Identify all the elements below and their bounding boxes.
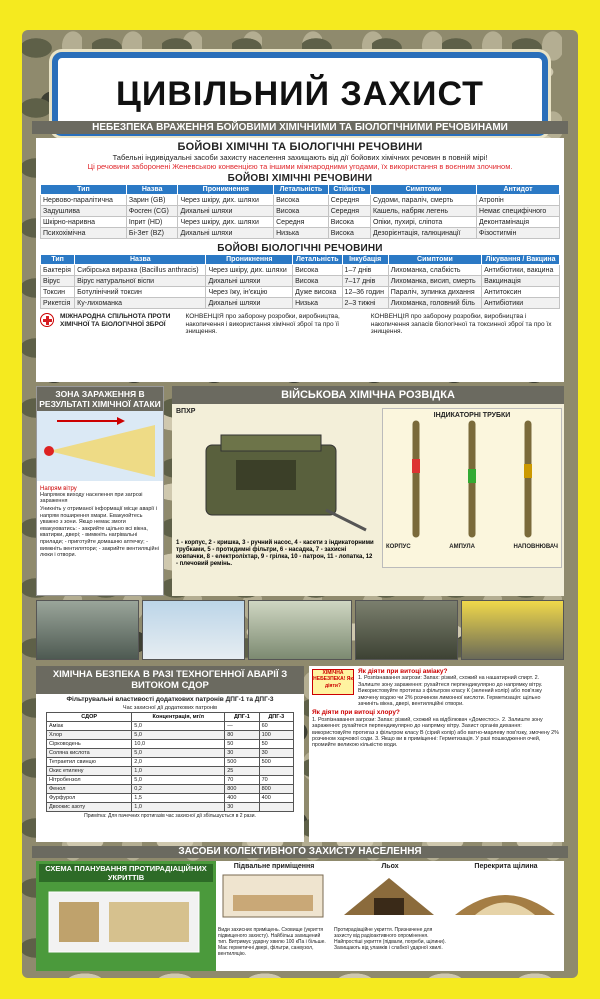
cartridge-cell: 60 <box>259 722 293 731</box>
tube-label: КОРПУС <box>386 544 411 550</box>
bio-cell: Сибірська виразка (Bacillus anthracis) <box>75 265 206 276</box>
basement-illustration <box>218 870 328 922</box>
chem-cell: Дихальні шляхи <box>178 206 274 217</box>
photo-lab <box>248 600 351 660</box>
safety-subtitle: Фільтрувальні властивості додаткових патронів ДПГ-1 та ДПГ-3 <box>66 696 274 703</box>
cartridge-cell: 1,0 <box>132 803 225 812</box>
zone-title: ЗОНА ЗАРАЖЕННЯ В РЕЗУЛЬТАТІ ХІМІЧНОЇ АТАКИ <box>37 387 163 411</box>
chem-cell: Судоми, параліч, смерть <box>370 195 476 206</box>
warning-line: Ці речовини заборонені Женевською конвенцією та іншими міжнародними угодами, їх використання в воєнним злочином. <box>87 162 513 171</box>
table-row <box>47 794 294 803</box>
bio-cell: Бактерія <box>41 265 75 276</box>
cartridge-cell: Фурфурол <box>47 794 132 803</box>
table-row <box>47 758 294 767</box>
cartridge-cell: Аміак <box>47 722 132 731</box>
bio-cell: Висока <box>293 276 342 287</box>
bio-cell: Через їжу, ін'єкцію <box>206 287 293 298</box>
chem-bio-heading: БОЙОВІ ХІМІЧНІ ТА БІОЛОГІЧНІ РЕЧОВИНИ <box>177 141 423 153</box>
cartridge-cell: 30 <box>225 803 259 812</box>
chem-cell: Висока <box>274 206 329 217</box>
col-header: Інкубація <box>342 255 388 265</box>
chem-cell: Нервово-паралітична <box>41 195 127 206</box>
bio-cell: Вірус натуральної віспи <box>75 276 206 287</box>
table-row <box>47 767 294 776</box>
exit-label: Напрямок виходу населення при загрозі зараження <box>40 492 143 504</box>
cartridge-table <box>46 712 294 812</box>
indicator-tubes-illustration <box>386 419 558 539</box>
col-header: Летальність <box>274 185 329 195</box>
ammonia-question: Як діяти при витоці аміаку? <box>358 668 448 675</box>
chem-cell: Атропін <box>477 195 560 206</box>
device-name: ВПХР <box>176 408 196 415</box>
cartridge-cell: Фенол <box>47 785 132 794</box>
chem-cell: Опіки, пухирі, сліпота <box>370 217 476 228</box>
col-header: Тип <box>41 255 75 265</box>
poster <box>22 30 578 978</box>
bio-cell: Через шкіру, дих. шляхи <box>206 265 293 276</box>
table-row <box>47 776 294 785</box>
cartridge-cell: Двоокис азоту <box>47 803 132 812</box>
table-row <box>41 265 560 276</box>
shelter-section <box>36 861 564 971</box>
chlorine-question: Як діяти при витоці хлору? <box>312 709 400 717</box>
bio-table-title: БОЙОВІ БІОЛОГІЧНІ РЕЧОВИНИ <box>217 243 383 254</box>
cartridge-cell: 800 <box>259 785 293 794</box>
table-row <box>47 749 294 758</box>
col-header: Концентрація, мг/л <box>132 713 225 722</box>
cartridge-cell: 5,0 <box>132 776 225 785</box>
bio-cell: Токсин <box>41 287 75 298</box>
col-header: СДОР <box>47 713 132 722</box>
cartridge-cell: 400 <box>225 794 259 803</box>
cartridge-cell: Хлор <box>47 731 132 740</box>
table-row <box>47 803 294 812</box>
cartridge-cell: Сірководень <box>47 740 132 749</box>
cellar-illustration <box>334 870 444 922</box>
chem-cell: Деконтамінація <box>477 217 560 228</box>
cartridge-cell <box>259 803 293 812</box>
photo-gasmask <box>36 600 139 660</box>
tube-label: АМПУЛА <box>449 544 475 550</box>
cartridge-cell: 50 <box>259 740 293 749</box>
table-caption: Час захисної дії додаткових патронів <box>122 705 218 711</box>
bio-cell: Параліч, зупинка дихання <box>388 287 481 298</box>
bio-cell: Лихоманка, головний біль <box>388 298 481 309</box>
scheme-panel <box>36 861 216 971</box>
safety-title: ХІМІЧНА БЕЗПЕКА В РАЗІ ТЕХНОГЕННОЇ АВАРІЇ З ВИТОКОМ СДОР <box>52 669 288 691</box>
chem-cell: Через шкіру, дих. шляхи <box>178 217 274 228</box>
cartridge-cell: 70 <box>225 776 259 785</box>
chem-cell: Кашель, набряк легень <box>370 206 476 217</box>
chem-cell: Психохімічна <box>41 228 127 239</box>
bio-cell: Ку-лихоманка <box>75 298 206 309</box>
slit-trench-illustration <box>450 870 560 922</box>
scheme-title: СХЕМА ПЛАНУВАННЯ ПРОТИРАДІАЦІЙНИХ УКРИТТІВ <box>39 864 213 882</box>
table-row <box>41 195 560 206</box>
bio-cell: 7–17 днів <box>342 276 388 287</box>
table-row <box>41 287 560 298</box>
chem-cell: Дезорієнтація, галюцинації <box>370 228 476 239</box>
photo-strip <box>36 600 564 660</box>
chem-cell: Бі-Зет (BZ) <box>126 228 178 239</box>
bio-cell: 1–7 днів <box>342 265 388 276</box>
chem-cell: Через шкіру, дих. шляхи <box>178 195 274 206</box>
cartridge-cell: 100 <box>259 731 293 740</box>
col-header: Назва <box>75 255 206 265</box>
conv-org: МІЖНАРОДНА СПІЛЬНОТА ПРОТИ ХІМІЧНОЇ ТА БІОЛОГІЧНОЇ ЗБРОЇ <box>60 313 171 328</box>
conventions-row <box>40 313 560 336</box>
basement-label: Підвальне приміщення <box>233 863 315 870</box>
cartridge-cell: 500 <box>259 758 293 767</box>
bio-cell: Антитоксин <box>482 287 560 298</box>
convention-chemical: КОНВЕНЦІЯ про заборону розробки, виробництва, накопичення і використання хімічної зброї та про її знищення. <box>185 313 340 335</box>
basement-text: Види захисних приміщень. Сховище (укриття підвищеного захисту). Найбільш захищений тип. Витримує ударну хвилю 100 кПа і більше. Має герметичні двері, фільтри, санвузол, вентиляцію. <box>218 927 326 957</box>
cartridge-cell: — <box>225 722 259 731</box>
chem-cell: Фізостигмін <box>477 228 560 239</box>
table-row <box>41 228 560 239</box>
table-row <box>41 276 560 287</box>
chem-cell: Фосген (CG) <box>126 206 178 217</box>
table-row <box>47 731 294 740</box>
bio-cell: Лихоманка, слабкість <box>388 265 481 276</box>
bio-cell: Антибіотики <box>482 298 560 309</box>
cartridge-cell: 2,0 <box>132 758 225 767</box>
convention-biological: КОНВЕНЦІЯ про заборону розробки, виробництва і накопичення запасів біологічної та токсинної зброї та про їх знищення. <box>370 313 552 335</box>
cartridge-cell: 80 <box>225 731 259 740</box>
vphr-device-illustration <box>176 415 376 535</box>
chem-cell: Висока <box>274 195 329 206</box>
col-header: Проникнення <box>206 255 293 265</box>
chem-cell: Зарин (GB) <box>126 195 178 206</box>
chem-cell: Середня <box>328 206 370 217</box>
tube-legend <box>386 544 558 550</box>
zone-diagram <box>37 411 163 481</box>
tubes-title: ІНДИКАТОРНІ ТРУБКИ <box>433 412 511 419</box>
contamination-zone-panel <box>36 386 164 596</box>
bio-cell: 2–3 тижні <box>342 298 388 309</box>
photo-soldiers <box>355 600 458 660</box>
bio-cell: Низька <box>293 298 342 309</box>
col-header: Назва <box>126 185 178 195</box>
bio-cell: Висока <box>293 265 342 276</box>
table-row <box>41 298 560 309</box>
ammonia-text: 1. Розпізнавання загрози: Запах: різкий, схожий на нашатирний спирт. 2. Залиште зону зараження: рухайтеся перпендикулярно до напрямку вітру. Використовуйте протигаз з фільтром класу К (зелений колір) або пов'язку змочену водою чи 2% розчином лимонної кислоти. Герметизація: щільно зачиніть вікна, двері, вентиляційні отвори. <box>358 675 543 708</box>
photo-hazard-sign <box>461 600 564 660</box>
cartridge-cell: 800 <box>225 785 259 794</box>
poster-title: ЦИВІЛЬНИЙ ЗАХИСТ <box>116 75 484 113</box>
red-cross-icon <box>40 313 54 327</box>
device-parts-legend: 1 - корпус, 2 - кришка, 3 - ручний насос, 4 - касети з індикаторними трубками, 5 - протидимні фільтри, 6 - насадка, 7 - захисні ковпачки, 8 - електроліхтар, 9 - грілка, 10 - патрон, 11 - лопатка, 12 - плечовий ремінь. <box>176 540 374 567</box>
cartridge-cell: 500 <box>225 758 259 767</box>
bio-cell: Дихальні шляхи <box>206 298 293 309</box>
chemical-recon-panel <box>172 386 564 596</box>
col-header: Тип <box>41 185 127 195</box>
chem-cell: Задушлива <box>41 206 127 217</box>
chem-cell: Іприт (HD) <box>126 217 178 228</box>
cartridge-cell: 0,2 <box>132 785 225 794</box>
cartridge-cell: 5,0 <box>132 749 225 758</box>
source-icon <box>44 446 54 456</box>
wind-label: Напрям вітру <box>40 486 77 492</box>
table-row <box>47 722 294 731</box>
bio-cell: Ботулінічний токсин <box>75 287 206 298</box>
chem-cell: Низька <box>274 228 329 239</box>
shelter-plan-illustration <box>39 882 211 962</box>
cartridge-cell: 5,0 <box>132 731 225 740</box>
table-note: Примітка: Для пачечних протигазів час захисної дії збільшується в 2 рази. <box>84 813 256 819</box>
col-header: Антидот <box>477 185 560 195</box>
cartridge-cell: 5,0 <box>132 722 225 731</box>
hazard-badge: ХІМІЧНА НЕБЕЗПЕКА! Як діяти? <box>312 669 354 695</box>
slit-panel <box>448 861 564 971</box>
chem-cell: Немає специфічного <box>477 206 560 217</box>
chlorine-text: 1. Розпізнавання загрози: Запах: різкий, схожий на відбілювач «Доместос». 2. Залиште зону зараження: рухайтеся перпендикулярно до напрямку вітру. Захист органів дихання: використовуйте протигаз з фільтром класу В (сірий колір) або ватно-марлеву пов'язку, змочену 2% розчином харчової соди. 3. Якщо ви в приміщенні: Герметизація. У разі пошкодження очей, промийте великою кількістю води. <box>312 716 559 749</box>
intro-line: Табельні індивідуальні засоби захисту населення захищають від дії бойових хімічних речовин в повній мірі! <box>112 153 488 162</box>
recon-title: ВІЙСЬКОВА ХІМІЧНА РОЗВІДКА <box>281 389 455 401</box>
cartridge-cell: 70 <box>259 776 293 785</box>
cartridge-cell: Нітробензол <box>47 776 132 785</box>
chem-cell: Висока <box>328 217 370 228</box>
cartridge-cell: Окис етилену <box>47 767 132 776</box>
chem-bio-section <box>36 138 564 382</box>
cartridge-cell <box>259 767 293 776</box>
table-row <box>41 217 560 228</box>
table-row <box>41 206 560 217</box>
bio-table <box>40 254 560 309</box>
bio-cell: Рикетсія <box>41 298 75 309</box>
photo-cloud <box>142 600 245 660</box>
cartridge-cell: Соляна кислота <box>47 749 132 758</box>
chem-cell: Середня <box>328 195 370 206</box>
zone-instructions: Уникніть у отриманої інформації місце аварії і напрям поширення хмари. Евакуюйтесь уважно з зони. Якщо немає змоги евакуюватись: - закрийте щільно всі вікна, кватирки, двері; - вимкніть нагрівальні прилади; - приготуйте домашню аптечку; - вимкніть вентилятори; - закрийте вентиляційні люки і отвори. <box>40 506 159 559</box>
bio-cell: Вакцинація <box>482 276 560 287</box>
cartridge-cell: 30 <box>259 749 293 758</box>
col-header: Лікування / Вакцина <box>482 255 560 265</box>
chem-cell: Висока <box>328 228 370 239</box>
cellar-text: Протирадіаційне укриття. Призначене для захисту від радіоактивного опромінення. Найпростіші укриття (підвали, погреби, щілини). Захищають від уламків і слабкої ударної хвилі. <box>334 927 446 951</box>
actions-panel <box>309 666 564 842</box>
col-header: Симптоми <box>388 255 481 265</box>
band-shelter: ЗАСОБИ КОЛЕКТИВНОГО ЗАХИСТУ НАСЕЛЕННЯ <box>32 846 568 858</box>
cartridge-cell: 50 <box>225 740 259 749</box>
cartridge-cell: 400 <box>259 794 293 803</box>
cellar-label: Льох <box>381 863 399 870</box>
cartridge-cell: 10,0 <box>132 740 225 749</box>
table-row <box>47 740 294 749</box>
bio-cell: Дуже висока <box>293 287 342 298</box>
tube-label: НАПОВНЮВАЧ <box>513 544 558 550</box>
chemical-safety-panel <box>36 666 304 842</box>
cartridge-cell: 30 <box>225 749 259 758</box>
bio-cell: Антибіотики, вакцина <box>482 265 560 276</box>
col-header: ДПГ-1 <box>225 713 259 722</box>
chem-table-title: БОЙОВІ ХІМІЧНІ РЕЧОВИНИ <box>227 173 373 184</box>
bio-cell: Дихальні шляхи <box>206 276 293 287</box>
bio-cell: Вірус <box>41 276 75 287</box>
cartridge-cell: 1,5 <box>132 794 225 803</box>
chem-cell: Дихальні шляхи <box>178 228 274 239</box>
col-header: Стійкість <box>328 185 370 195</box>
cartridge-cell: Тетраетил свинцю <box>47 758 132 767</box>
slit-label: Перекрита щілина <box>474 863 538 870</box>
bio-cell: Лихоманка, висип, смерть <box>388 276 481 287</box>
table-row <box>47 785 294 794</box>
col-header: ДПГ-3 <box>259 713 293 722</box>
chem-cell: Шкірно-наривна <box>41 217 127 228</box>
col-header: Проникнення <box>178 185 274 195</box>
col-header: Симптоми <box>370 185 476 195</box>
cartridge-cell: 1,0 <box>132 767 225 776</box>
cartridge-cell: 25 <box>225 767 259 776</box>
band-chemical: НЕБЕЗПЕКА ВРАЖЕННЯ БОЙОВИМИ ХІМІЧНИМИ ТА БІОЛОГІЧНИМИ РЕЧОВИНАМИ <box>32 121 568 134</box>
chem-table <box>40 184 560 239</box>
col-header: Летальність <box>293 255 342 265</box>
cellar-panel <box>332 861 448 971</box>
basement-panel <box>216 861 332 971</box>
bio-cell: 12–36 годин <box>342 287 388 298</box>
chem-cell: Середня <box>274 217 329 228</box>
